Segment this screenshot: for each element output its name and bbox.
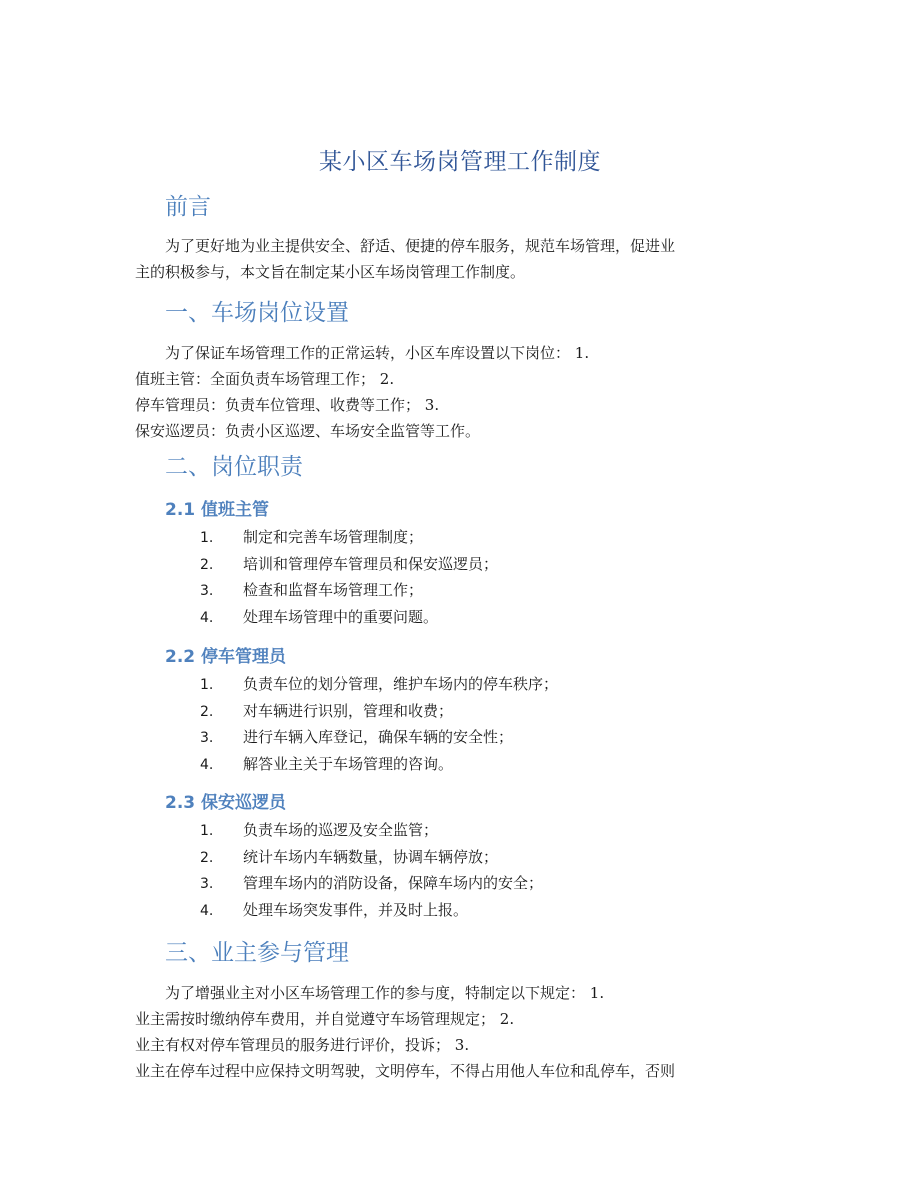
section2-heading: 二、岗位职责	[165, 454, 303, 480]
section1-line: 为了保证车场管理工作的正常运转，小区车库设置以下岗位： 1.	[165, 344, 590, 362]
section3-heading: 三、业主参与管理	[165, 940, 349, 966]
list-item: 2. 统计车场内车辆数量，协调车辆停放；	[200, 847, 499, 866]
subsection-2-2-heading: 2.2 停车管理员	[165, 647, 287, 667]
preface-heading: 前言	[165, 194, 211, 220]
section1-line: 保安巡逻员：负责小区巡逻、车场安全监管等工作。	[135, 422, 481, 440]
subsection-2-1-heading: 2.1 值班主管	[165, 500, 270, 520]
document-title: 某小区车场岗管理工作制度	[319, 149, 601, 175]
section3-line: 业主需按时缴纳停车费用，并自觉遵守车场管理规定； 2.	[135, 1010, 515, 1028]
list-item: 3. 检查和监督车场管理工作；	[200, 581, 424, 599]
duty-list-security-patrol	[200, 817, 543, 923]
list-item: 4. 解答业主关于车场管理的咨询。	[200, 754, 454, 773]
list-item: 1. 负责车场的巡逻及安全监管；	[200, 821, 439, 839]
list-item: 3. 管理车场内的消防设备，保障车场内的安全；	[200, 874, 544, 892]
duty-list-parking-attendant	[200, 671, 558, 777]
preface-paragraph	[135, 233, 785, 285]
section1-paragraph	[135, 340, 785, 444]
section3-line: 为了增强业主对小区车场管理工作的参与度，特制定以下规定： 1.	[165, 984, 605, 1002]
list-item: 3. 进行车辆入库登记，确保车辆的安全性；	[200, 728, 514, 746]
preface-line: 为了更好地为业主提供安全、舒适、便捷的停车服务，规范车场管理，促进业	[165, 237, 676, 255]
subsection-2-3-heading: 2.3 保安巡逻员	[165, 793, 287, 813]
duty-list-supervisor	[200, 524, 498, 630]
list-item: 4. 处理车场管理中的重要问题。	[200, 607, 439, 626]
section1-line: 停车管理员：负责车位管理、收费等工作； 3.	[135, 396, 440, 414]
list-item: 1. 负责车位的划分管理，维护车场内的停车秩序；	[200, 675, 559, 693]
preface-line: 主的积极参与，本文旨在制定某小区车场岗管理工作制度。	[135, 263, 526, 281]
section3-line: 业主有权对停车管理员的服务进行评价，投诉； 3.	[135, 1036, 470, 1054]
list-item: 2. 培训和管理停车管理员和保安巡逻员；	[200, 554, 499, 573]
list-item: 2. 对车辆进行识别，管理和收费；	[200, 701, 454, 720]
list-item: 1. 制定和完善车场管理制度；	[200, 528, 424, 546]
section3-paragraph	[135, 980, 785, 1084]
section3-line: 业主在停车过程中应保持文明驾驶，文明停车，不得占用他人车位和乱停车，否则	[135, 1062, 676, 1080]
list-item: 4. 处理车场突发事件，并及时上报。	[200, 900, 469, 919]
section1-heading: 一、车场岗位设置	[165, 300, 349, 326]
section1-line: 值班主管：全面负责车场管理工作； 2.	[135, 370, 395, 388]
